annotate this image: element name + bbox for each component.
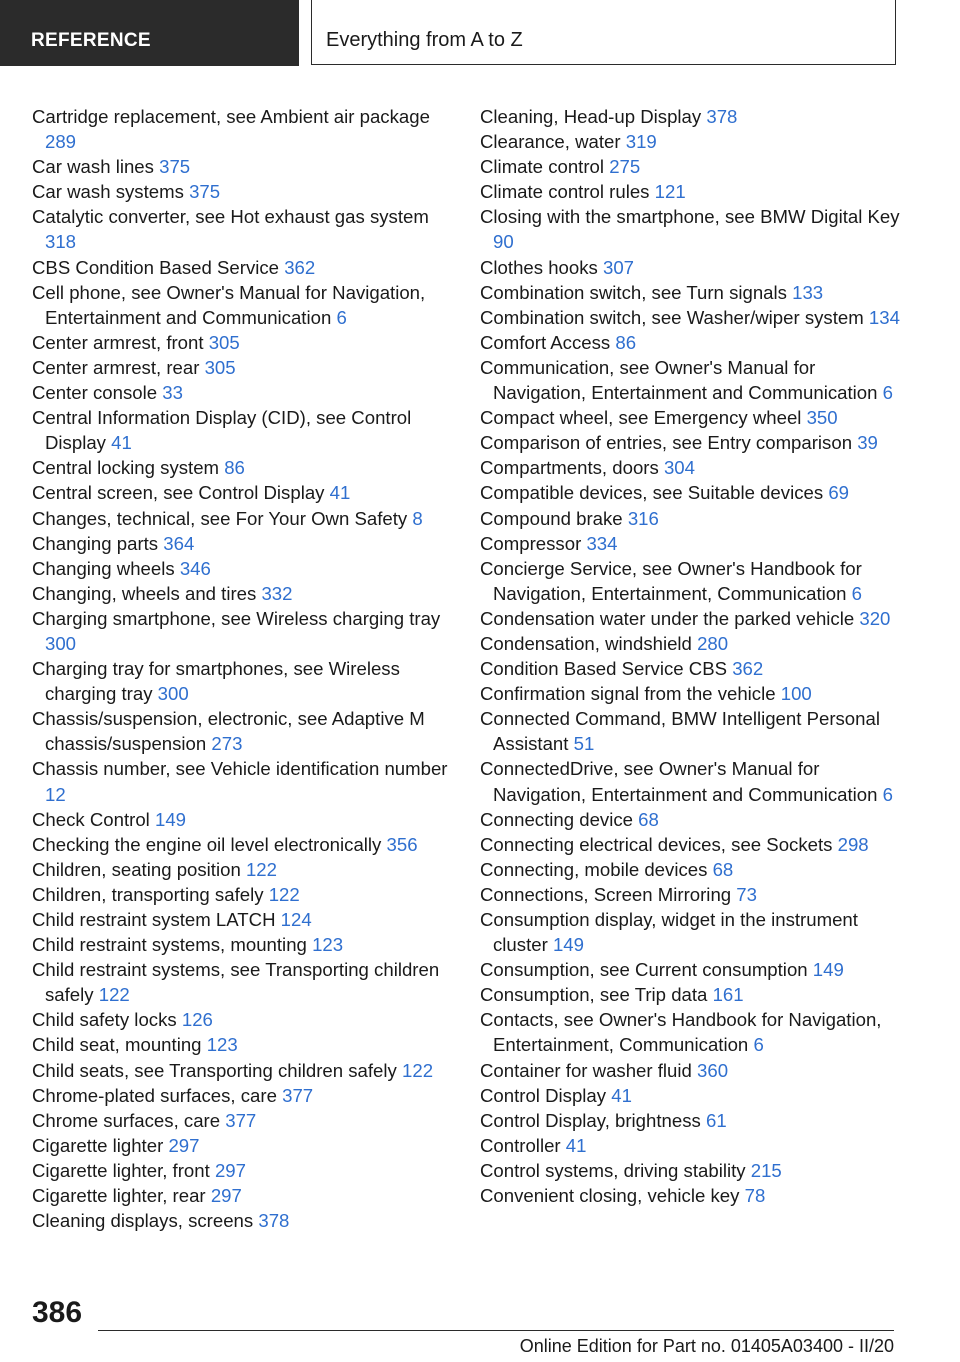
index-entry (480, 756, 900, 806)
index-entry (480, 506, 900, 531)
index-entry (32, 380, 452, 405)
page-number: 386 (32, 1296, 83, 1329)
index-entry (32, 480, 452, 505)
page-link[interactable]: 334 (586, 532, 618, 554)
index-entry (480, 280, 900, 305)
page-link[interactable]: 134 (868, 306, 900, 328)
page-link[interactable]: 307 (603, 256, 635, 278)
index-entry (480, 631, 900, 656)
chapter-title: Everything from A to Z (326, 29, 523, 51)
index-entry-text: Cigarette lighter, rear (32, 1185, 206, 1207)
index-entry-text: Connecting, mobile devices (480, 858, 708, 880)
index-entry (32, 857, 452, 882)
page-link[interactable]: 122 (245, 858, 277, 880)
index-entry (32, 581, 452, 606)
index-entry-text: Condensation, windshield (480, 632, 692, 654)
page-link[interactable]: 304 (663, 457, 695, 479)
index-entry (32, 104, 452, 154)
page-link[interactable]: 69 (828, 482, 849, 504)
page-link[interactable]: 149 (154, 808, 187, 830)
index-entry-text: Center armrest, front (32, 331, 204, 353)
index-entry-text: Clothes hooks (480, 256, 598, 278)
index-entry-text: Chrome-plated surfaces, care (32, 1084, 277, 1106)
index-entry-text: Comfort Access (480, 331, 611, 353)
index-entry-text: Catalytic converter, see Hot exhaust gas system (32, 206, 429, 228)
page-link[interactable]: 346 (179, 557, 211, 579)
index-entry-text: Changing wheels (32, 557, 175, 579)
page-header (0, 0, 960, 66)
index-entry (32, 606, 452, 656)
index-entry-text: Car wash lines (32, 156, 154, 178)
index-entry-text: Changing, wheels and tires (32, 582, 257, 604)
index-entry-text: Children, seating position (32, 858, 241, 880)
page-link[interactable]: 122 (268, 883, 300, 905)
index-entry (480, 1083, 900, 1108)
page-link[interactable]: 6 (336, 306, 347, 328)
index-entry-text: Climate control rules (480, 181, 650, 203)
page-link[interactable]: 289 (45, 131, 77, 153)
index-entry-text: Convenient closing, vehicle key (480, 1185, 740, 1207)
index-entry-text: Central Information Display (CID), see Control Display (32, 407, 412, 454)
page-link[interactable]: 41 (111, 432, 132, 454)
index-entry-text: Control Display, brightness (480, 1109, 701, 1131)
index-entry-text: Comparison of entries, see Entry comparison (480, 432, 853, 454)
page-link[interactable]: 41 (329, 482, 351, 504)
index-entry-text: Control systems, driving stability (480, 1159, 746, 1181)
index-entry-text: Charging tray for smartphones, see Wireless charging tray (32, 658, 400, 705)
index-entry (32, 154, 452, 179)
page-link[interactable]: 123 (206, 1034, 238, 1056)
page-link[interactable]: 126 (181, 1009, 213, 1031)
index-column-left (32, 104, 452, 1233)
index-entry-text: Compressor (480, 532, 582, 554)
page-link[interactable]: 280 (697, 632, 729, 654)
index-entry-text: Consumption, see Current consumption (480, 959, 808, 981)
index-entry (480, 129, 900, 154)
index-entry-text: Cell phone, see Owner's Manual for Navigation, Entertainment and Communication (32, 281, 426, 328)
page-link[interactable]: 8 (412, 507, 423, 529)
index-entry (480, 531, 900, 556)
index-entry-text: Changing parts (32, 532, 159, 554)
index-entry (480, 455, 900, 480)
index-entry (480, 807, 900, 832)
page-link[interactable]: 149 (552, 934, 584, 956)
section-tab (0, 0, 299, 66)
page-link[interactable]: 78 (744, 1185, 766, 1207)
index-entry-text: Clearance, water (480, 131, 621, 153)
index-entry-text: Connections, Screen Mirroring (480, 883, 732, 905)
index-entry (480, 832, 900, 857)
page-link[interactable]: 149 (812, 959, 844, 981)
page-link[interactable]: 6 (753, 1034, 764, 1056)
page-link[interactable]: 319 (625, 131, 657, 153)
index-entry (32, 656, 452, 706)
index-entry-text: Connecting device (480, 808, 633, 830)
page-link[interactable]: 51 (573, 733, 595, 755)
page-link[interactable]: 377 (282, 1084, 314, 1106)
index-entry (32, 1108, 452, 1133)
page-link[interactable]: 39 (857, 432, 878, 454)
index-entry-text: Center armrest, rear (32, 356, 200, 378)
index-entry (480, 355, 900, 405)
index-entry (32, 179, 452, 204)
index-entry-text: Consumption, see Trip data (480, 984, 708, 1006)
index-entry-text: Container for washer fluid (480, 1059, 692, 1081)
page-link[interactable]: 41 (565, 1134, 587, 1156)
index-entry-text: Cigarette lighter, front (32, 1159, 210, 1181)
index-entry (32, 807, 452, 832)
index-entry-text: Check Control (32, 808, 150, 830)
page-link[interactable]: 124 (280, 909, 312, 930)
index-entry (32, 932, 452, 957)
index-entry-text: Controller (480, 1134, 561, 1156)
index-entry-text: Concierge Service, see Owner's Handbook for Navigation, Entertainment, Communication (480, 557, 862, 604)
index-entry (32, 405, 452, 455)
index-entry-text: Checking the engine oil level electronically (32, 833, 382, 855)
index-entry (32, 1032, 452, 1057)
page-link[interactable]: 332 (261, 582, 293, 604)
page-link[interactable]: 305 (208, 331, 240, 353)
index-entry (32, 832, 452, 857)
index-entry-text: Compound brake (480, 507, 623, 529)
page-link[interactable]: 378 (706, 106, 738, 127)
index-entry-text: Child seat, mounting (32, 1034, 202, 1056)
index-column-right (480, 104, 900, 1208)
index-entry-text: Cleaning, Head-up Display (480, 106, 702, 127)
index-entry (32, 907, 452, 932)
edition-note: Online Edition for Part no. 01405A03400 - II/20 (519, 1336, 894, 1356)
page-link[interactable]: 297 (210, 1185, 242, 1207)
index-entry-text: ConnectedDrive, see Owner's Manual for Navigation, Entertainment and Communication (480, 758, 878, 805)
index-entry-text: Control Display (480, 1084, 607, 1106)
index-entry (480, 480, 900, 505)
index-entry (480, 882, 900, 907)
index-entry-text: Central screen, see Control Display (32, 482, 325, 504)
index-entry (32, 355, 452, 380)
index-entry (480, 305, 900, 330)
index-entry-text: Connecting electrical devices, see Sockets (480, 833, 833, 855)
page-link[interactable]: 375 (189, 181, 221, 203)
index-entry (480, 857, 900, 882)
index-entry-text: Compact wheel, see Emergency wheel (480, 407, 802, 429)
index-entry-text: Child seats, see Transporting children safely (32, 1059, 397, 1081)
page-link[interactable]: 273 (211, 733, 243, 755)
index-entry (32, 756, 452, 806)
index-entry-text: Condition Based Service CBS (480, 658, 728, 680)
index-entry-text: Confirmation signal from the vehicle (480, 683, 776, 705)
index-entry (480, 957, 900, 982)
page-link[interactable]: 68 (638, 808, 659, 830)
index-entry (32, 531, 452, 556)
chapter-tab (311, 0, 896, 65)
page-link[interactable]: 320 (859, 607, 891, 629)
index-entry (480, 1183, 900, 1208)
index-entry (32, 1058, 452, 1083)
page-link[interactable]: 364 (163, 532, 195, 554)
page-link[interactable]: 133 (792, 281, 824, 303)
page-link[interactable]: 300 (45, 632, 77, 654)
index-entry (480, 1133, 900, 1158)
page-link[interactable]: 275 (609, 156, 641, 178)
index-entry-text: Chassis number, see Vehicle identification number (32, 758, 448, 780)
page-link[interactable]: 90 (493, 231, 514, 253)
page-link[interactable]: 73 (736, 883, 757, 905)
page-link[interactable]: 297 (168, 1134, 200, 1156)
index-entry (480, 907, 900, 957)
index-entry-text: Combination switch, see Washer/wiper system (480, 306, 864, 328)
index-entry (480, 1108, 900, 1133)
index-entry (32, 280, 452, 330)
index-entry (480, 330, 900, 355)
index-entry (32, 1083, 452, 1108)
page-link[interactable]: 161 (712, 984, 744, 1006)
index-entry-text: Condensation water under the parked vehicle (480, 607, 855, 629)
index-entry (480, 405, 900, 430)
index-entry (480, 154, 900, 179)
index-entry-text: Children, transporting safely (32, 883, 264, 905)
index-entry (480, 706, 900, 756)
index-entry (32, 1007, 452, 1032)
page-link[interactable]: 6 (851, 582, 862, 604)
page-link[interactable]: 298 (837, 833, 869, 855)
index-entry-text: Compatible devices, see Suitable devices (480, 482, 824, 504)
page-link[interactable]: 121 (654, 181, 686, 203)
page-link[interactable]: 122 (98, 984, 130, 1006)
index-entry (32, 1133, 452, 1158)
page-link[interactable]: 6 (882, 382, 893, 404)
index-entry-text: Contacts, see Owner's Handbook for Navigation, Entertainment, Communication (480, 1009, 882, 1056)
index-entry (32, 1183, 452, 1208)
index-entry (480, 681, 900, 706)
page-link[interactable]: 362 (732, 658, 764, 680)
index-entry-text: Climate control (480, 156, 605, 178)
page-link[interactable]: 360 (697, 1059, 729, 1081)
index-entry (32, 455, 452, 480)
page-link[interactable]: 350 (806, 407, 838, 429)
index-entry (480, 982, 900, 1007)
index-entry-text: Chrome surfaces, care (32, 1109, 221, 1131)
page-link[interactable]: 305 (204, 356, 236, 378)
index-entry (480, 430, 900, 455)
index-entry (32, 556, 452, 581)
index-entry-text: Cartridge replacement, see Ambient air package (32, 106, 430, 127)
index-entry-text: Chassis/suspension, electronic, see Adaptive M chassis/suspension (32, 708, 425, 755)
index-entry-text: CBS Condition Based Service (32, 256, 280, 278)
page-link[interactable]: 300 (157, 683, 189, 705)
page-link[interactable]: 215 (750, 1159, 782, 1181)
page-link[interactable]: 297 (214, 1159, 246, 1181)
index-entry-text: Cleaning displays, screens (32, 1210, 254, 1232)
index-entry (32, 204, 452, 254)
page-link[interactable]: 375 (159, 156, 191, 178)
page-link[interactable]: 33 (162, 382, 183, 404)
index-entry-text: Car wash systems (32, 181, 184, 203)
index-entry (480, 104, 900, 129)
index-entry (32, 882, 452, 907)
page-link[interactable]: 61 (705, 1109, 727, 1131)
index-entry (32, 1208, 452, 1233)
index-entry-text: Compartments, doors (480, 457, 659, 479)
index-entry (480, 1007, 900, 1057)
index-entry (32, 506, 452, 531)
index-entry-text: Charging smartphone, see Wireless charging tray (32, 607, 441, 629)
index-entry-text: Child restraint systems, mounting (32, 934, 307, 956)
index-entry (480, 556, 900, 606)
page-link[interactable]: 122 (402, 1059, 434, 1081)
index-entry-text: Communication, see Owner's Manual for Navigation, Entertainment and Communication (480, 356, 878, 404)
index-entry (480, 255, 900, 280)
index-entry-text: Central locking system (32, 457, 220, 479)
page-link[interactable]: 12 (45, 783, 66, 805)
index-entry (32, 1158, 452, 1183)
index-entry (480, 1058, 900, 1083)
page-link[interactable]: 86 (224, 457, 245, 479)
index-entry-text: Cigarette lighter (32, 1134, 164, 1156)
page-link[interactable]: 41 (611, 1084, 632, 1106)
index-entry-text: Center console (32, 382, 158, 404)
index-entry (480, 606, 900, 631)
page-link[interactable]: 68 (712, 858, 734, 880)
page-link[interactable]: 123 (312, 934, 344, 956)
index-entry (480, 204, 900, 254)
index-entry (480, 1158, 900, 1183)
page-link[interactable]: 316 (627, 507, 659, 529)
page-link[interactable]: 377 (225, 1109, 257, 1131)
index-entry-text: Child safety locks (32, 1009, 177, 1031)
index-entry (32, 706, 452, 756)
index-entry-text: Combination switch, see Turn signals (480, 281, 787, 303)
page-link[interactable]: 378 (258, 1210, 290, 1232)
index-entry (32, 957, 452, 1007)
page-link[interactable]: 100 (780, 683, 812, 705)
page-link[interactable]: 318 (45, 231, 77, 253)
page-link[interactable]: 86 (615, 331, 637, 353)
index-entry-text: Changes, technical, see For Your Own Safety (32, 507, 408, 529)
index-entry (480, 179, 900, 204)
index-entry-text: Child restraint systems, see Transporting children safely (32, 959, 440, 1006)
page-link[interactable]: 6 (882, 783, 893, 805)
index-entry-text: Consumption display, widget in the instrument cluster (480, 909, 858, 956)
footer-divider (98, 1330, 894, 1331)
page-link[interactable]: 356 (386, 833, 418, 855)
index-entry (32, 330, 452, 355)
index-entry-text: Closing with the smartphone, see BMW Digital Key (480, 206, 900, 228)
index-entry-text: Connected Command, BMW Intelligent Personal Assistant (480, 708, 880, 755)
index-entry (480, 656, 900, 681)
page-link[interactable]: 362 (284, 256, 316, 278)
index-entry-text: Child restraint system LATCH (32, 909, 276, 930)
index-entry (32, 255, 452, 280)
section-label: REFERENCE (31, 30, 151, 51)
